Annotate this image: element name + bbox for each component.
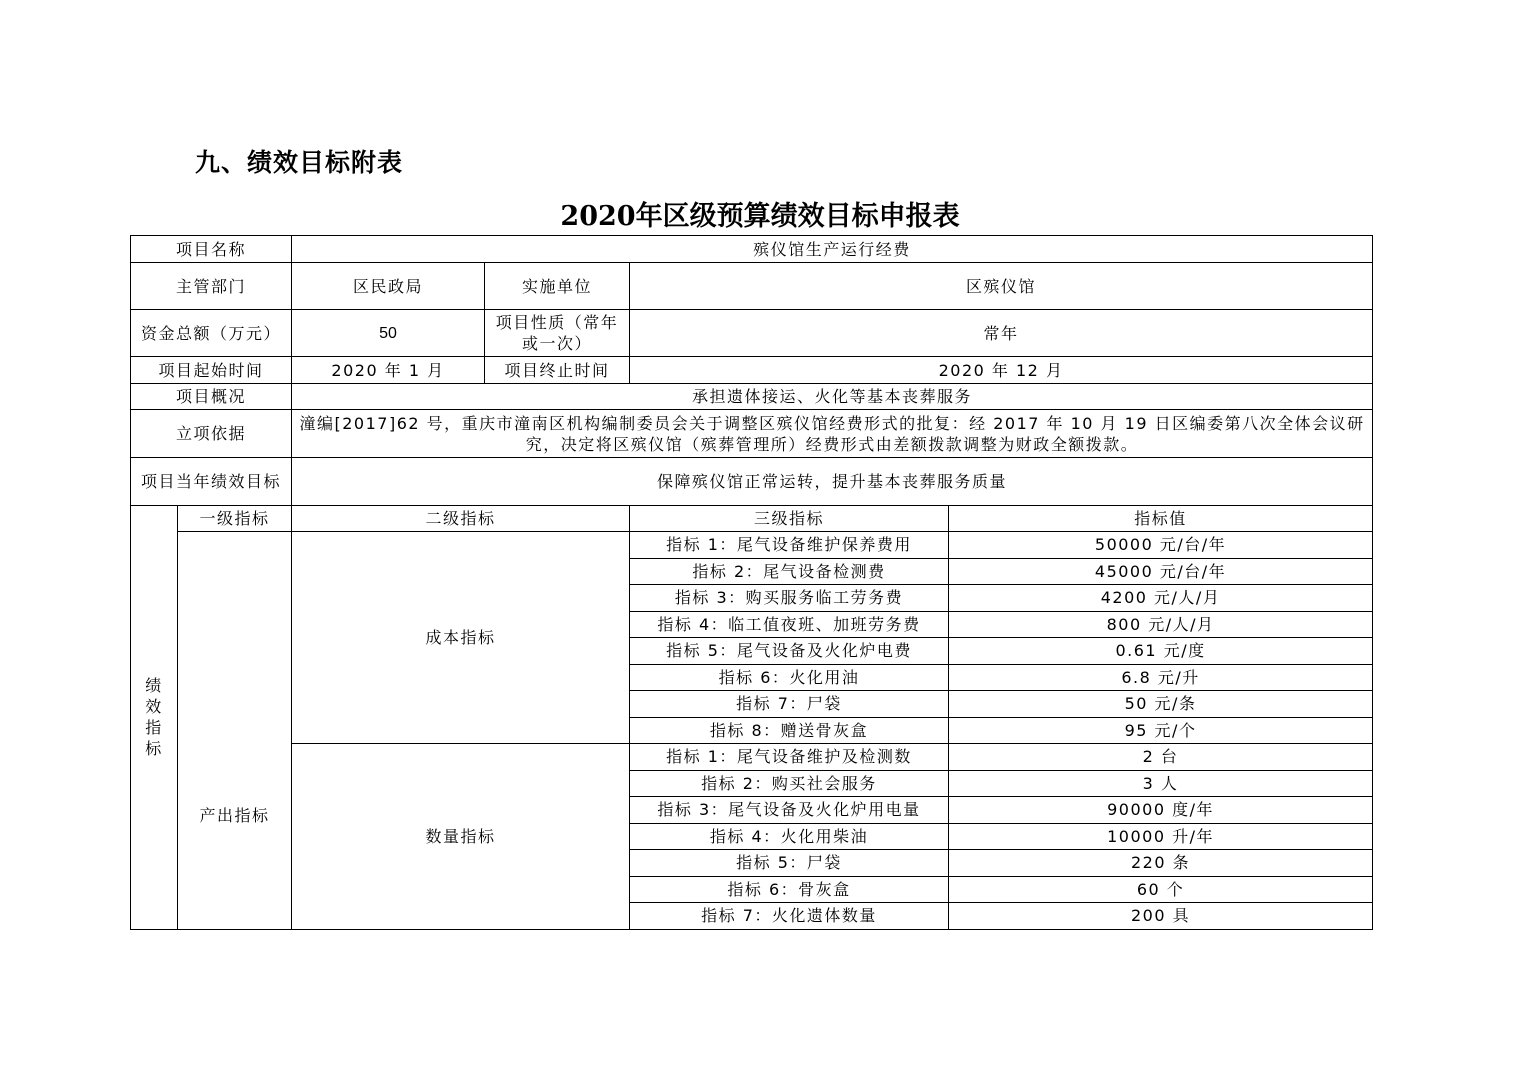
indicator-value: 45000 元/台/年 — [949, 558, 1373, 585]
level3-indicator: 指标 5：尾气设备及火化炉电费 — [630, 638, 949, 665]
row-fund-nature — [131, 310, 1373, 357]
header-value: 指标值 — [949, 506, 1373, 532]
indicator-section-label: 绩 效 指 标 — [131, 506, 178, 930]
start-value: 2020 年 1 月 — [292, 357, 485, 384]
indicator-value: 2 台 — [949, 744, 1373, 771]
form-title: 2020年区级预算绩效目标申报表 — [560, 201, 960, 232]
indicator-value: 50000 元/台/年 — [949, 532, 1373, 559]
indicator-value: 95 元/个 — [949, 717, 1373, 744]
nature-value: 常年 — [630, 310, 1373, 357]
nature-label: 项目性质（常年或一次） — [485, 310, 630, 357]
indicator-value: 50 元/条 — [949, 691, 1373, 718]
indicator-value: 200 具 — [949, 903, 1373, 930]
level1-indicator: 产出指标 — [178, 532, 292, 930]
indicator-row — [131, 744, 1373, 771]
indicator-value: 220 条 — [949, 850, 1373, 877]
row-project-name — [131, 236, 1373, 263]
level3-indicator: 指标 3：尾气设备及火化炉用电量 — [630, 797, 949, 824]
fund-value: 50 — [292, 310, 485, 357]
level3-indicator: 指标 2：尾气设备检测费 — [630, 558, 949, 585]
level3-indicator: 指标 7：火化遗体数量 — [630, 903, 949, 930]
indicator-value: 3 人 — [949, 770, 1373, 797]
level3-indicator: 指标 7：尸袋 — [630, 691, 949, 718]
level3-indicator: 指标 1：尾气设备维护及检测数 — [630, 744, 949, 771]
indicator-value: 4200 元/人/月 — [949, 585, 1373, 612]
unit-value: 区殡仪馆 — [630, 263, 1373, 310]
basis-value: 潼编[2017]62 号，重庆市潼南区机构编制委员会关于调整区殡仪馆经费形式的批复：经 2017 年 10 月 19 日区编委第八次全体会议研究，决定将区殡仪馆（殡葬管理所）经费形式由差额拨款调整为财政全额拨款。 — [292, 410, 1373, 458]
row-dates — [131, 357, 1373, 384]
level2-indicator-cost: 成本指标 — [292, 532, 630, 744]
row-goal — [131, 458, 1373, 506]
level3-indicator: 指标 4：临工值夜班、加班劳务费 — [630, 611, 949, 638]
row-overview — [131, 384, 1373, 410]
indicator-value: 0.61 元/度 — [949, 638, 1373, 665]
level3-indicator: 指标 8：赠送骨灰盒 — [630, 717, 949, 744]
indicator-value: 800 元/人/月 — [949, 611, 1373, 638]
overview-label: 项目概况 — [131, 384, 292, 410]
dept-label: 主管部门 — [131, 263, 292, 310]
level3-indicator: 指标 3：购买服务临工劳务费 — [630, 585, 949, 612]
indicator-row — [131, 532, 1373, 559]
header-level1: 一级指标 — [178, 506, 292, 532]
dept-value: 区民政局 — [292, 263, 485, 310]
indicator-value: 10000 升/年 — [949, 823, 1373, 850]
unit-label: 实施单位 — [485, 263, 630, 310]
row-dept-unit — [131, 263, 1373, 310]
basis-label: 立项依据 — [131, 410, 292, 458]
overview-value: 承担遗体接运、火化等基本丧葬服务 — [292, 384, 1373, 410]
goal-label: 项目当年绩效目标 — [131, 458, 292, 506]
fund-label: 资金总额（万元） — [131, 310, 292, 357]
level3-indicator: 指标 6：骨灰盒 — [630, 876, 949, 903]
level3-indicator: 指标 2：购买社会服务 — [630, 770, 949, 797]
header-level2: 二级指标 — [292, 506, 630, 532]
header-level3: 三级指标 — [630, 506, 949, 532]
level3-indicator: 指标 4：火化用柴油 — [630, 823, 949, 850]
level3-indicator: 指标 1：尾气设备维护保养费用 — [630, 532, 949, 559]
indicator-value: 90000 度/年 — [949, 797, 1373, 824]
row-indicator-header — [131, 506, 1373, 532]
indicator-value: 60 个 — [949, 876, 1373, 903]
performance-target-table — [130, 235, 1373, 930]
level2-indicator-quantity: 数量指标 — [292, 744, 630, 930]
level3-indicator: 指标 5：尸袋 — [630, 850, 949, 877]
goal-value: 保障殡仪馆正常运转，提升基本丧葬服务质量 — [292, 458, 1373, 506]
project-name-value: 殡仪馆生产运行经费 — [292, 236, 1373, 263]
end-label: 项目终止时间 — [485, 357, 630, 384]
start-label: 项目起始时间 — [131, 357, 292, 384]
row-basis — [131, 410, 1373, 458]
project-name-label: 项目名称 — [131, 236, 292, 263]
level3-indicator: 指标 6：火化用油 — [630, 664, 949, 691]
end-value: 2020 年 12 月 — [630, 357, 1373, 384]
indicator-value: 6.8 元/升 — [949, 664, 1373, 691]
section-heading: 九、绩效目标附表 — [195, 148, 404, 177]
